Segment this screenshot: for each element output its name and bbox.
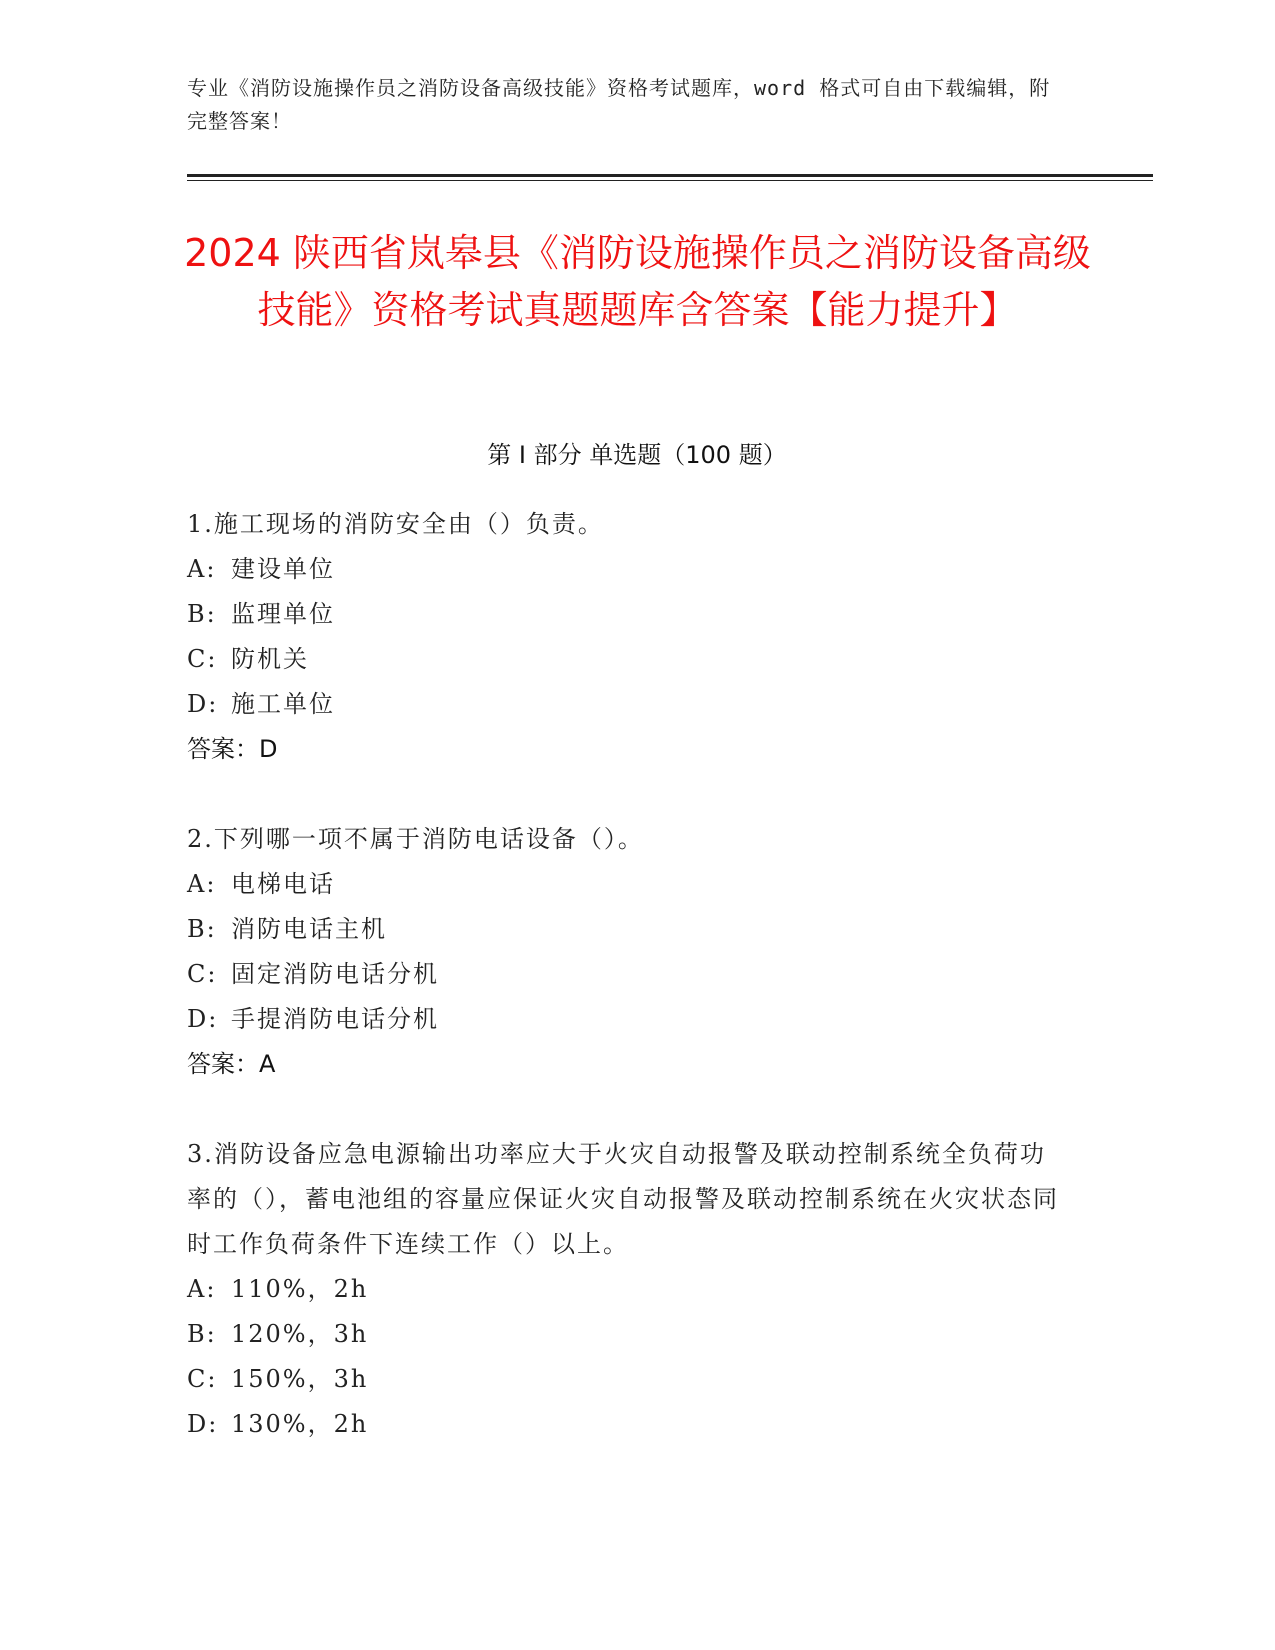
option-key: A:	[187, 555, 217, 583]
question-stem: 2.下列哪一项不属于消防电话设备（）。	[187, 825, 644, 853]
answer-line: 答案：D	[187, 735, 278, 763]
option-key: A:	[187, 870, 217, 898]
option-a	[187, 862, 1067, 907]
option-text: 消防电话主机	[231, 915, 387, 943]
option-c	[187, 637, 1067, 682]
option-key: C:	[187, 1365, 218, 1393]
question-stem: 3.消防设备应急电源输出功率应大于火灾自动报警及联动控制系统全负荷功率的（），蓄电池组的容量应保证火灾自动报警及联动控制系统在火灾状态同时工作负荷条件下连续工作（）以上。	[187, 1140, 1059, 1258]
question-3	[187, 1132, 1067, 1447]
header-rule-thin	[187, 180, 1153, 181]
option-key: C:	[187, 960, 218, 988]
option-key: B:	[187, 915, 217, 943]
option-b	[187, 907, 1067, 952]
question-2	[187, 817, 1067, 1087]
option-text: 防机关	[231, 645, 309, 673]
option-key: D:	[187, 1410, 219, 1438]
option-text: 建设单位	[231, 555, 335, 583]
option-key: D:	[187, 690, 219, 718]
option-text: 监理单位	[231, 600, 335, 628]
option-text: 120%，3h	[231, 1320, 369, 1348]
question-1	[187, 502, 1067, 772]
option-d	[187, 997, 1067, 1042]
option-b	[187, 1312, 1067, 1357]
option-key: C:	[187, 645, 218, 673]
option-key: A:	[187, 1275, 217, 1303]
option-text: 110%，2h	[231, 1275, 369, 1303]
option-d	[187, 1402, 1067, 1447]
option-key: D:	[187, 1005, 219, 1033]
option-text: 施工单位	[231, 690, 335, 718]
section-heading: 第 I 部分 单选题（100 题）	[487, 441, 787, 469]
option-c	[187, 1357, 1067, 1402]
option-c	[187, 952, 1067, 997]
option-text: 150%，3h	[231, 1365, 369, 1393]
option-text: 固定消防电话分机	[231, 960, 439, 988]
option-key: B:	[187, 1320, 217, 1348]
document-title: 2024 陕西省岚皋县《消防设施操作员之消防设备高级技能》资格考试真题题库含答案【能力提升】	[184, 231, 1091, 332]
header-rule-thick	[187, 174, 1153, 177]
option-key: B:	[187, 600, 217, 628]
option-text: 电梯电话	[231, 870, 335, 898]
option-a	[187, 547, 1067, 592]
header-note: 专业《消防设施操作员之消防设备高级技能》资格考试题库，word 格式可自由下载编辑，附完整答案！	[187, 76, 1051, 133]
option-b	[187, 592, 1067, 637]
option-text: 130%，2h	[231, 1410, 369, 1438]
question-stem: 1.施工现场的消防安全由（）负责。	[187, 510, 604, 538]
option-d	[187, 682, 1067, 727]
answer-line: 答案：A	[187, 1050, 276, 1078]
option-text: 手提消防电话分机	[231, 1005, 439, 1033]
option-a	[187, 1267, 1067, 1312]
